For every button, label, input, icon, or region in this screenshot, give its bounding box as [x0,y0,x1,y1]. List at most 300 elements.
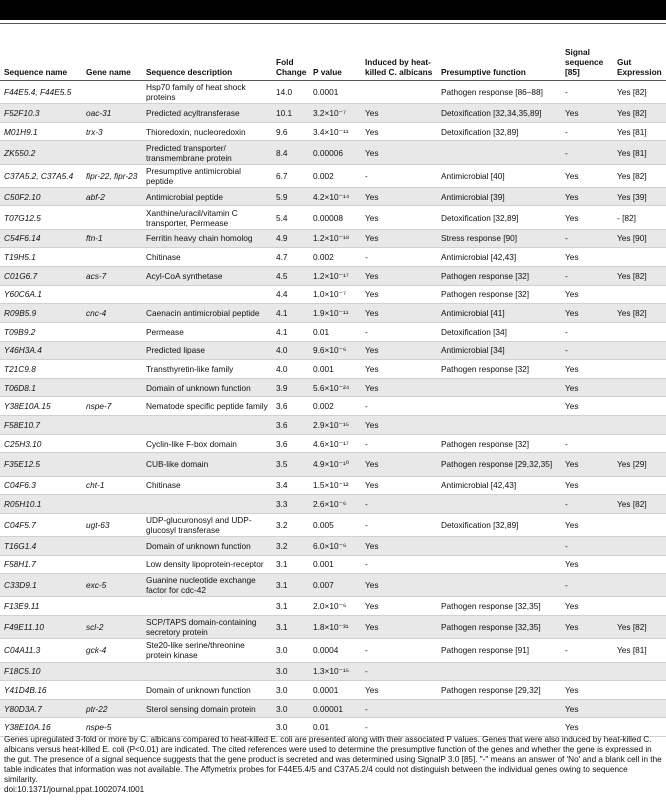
cell-p-value: 4.6×10⁻¹⁷ [309,434,361,453]
table-row [0,104,666,123]
cell-gut-expression [613,681,666,700]
cell-presumptive-function: Pathogen response [29,32] [437,681,561,700]
cell-heat-killed: - [361,322,437,341]
cell-sequence-description: Presumptive antimicrobial peptide [142,164,272,187]
cell-gene-name [82,416,142,435]
cell-presumptive-function: Antimicrobial [42,43] [437,476,561,495]
cell-presumptive-function: Pathogen response [32] [437,360,561,379]
cell-sequence-description: Hsp70 family of heat shock proteins [142,81,272,104]
cell-fold-change: 3.5 [272,453,309,476]
cell-fold-change: 4.7 [272,248,309,267]
cell-sequence-name: C04F5.7 [0,513,82,536]
cell-p-value: 0.001 [309,360,361,379]
cell-p-value: 0.007 [309,574,361,597]
cell-heat-killed: Yes [361,378,437,397]
cell-sequence-description [142,718,272,737]
cell-gene-name: gck-4 [82,639,142,662]
cell-fold-change: 3.6 [272,434,309,453]
cell-sequence-description: Low density lipoprotein-receptor [142,555,272,574]
caption-doi: doi:10.1371/journal.ppat.1002074.t001 [4,785,145,794]
cell-gut-expression [613,341,666,360]
cell-signal-sequence: - [561,434,613,453]
cell-fold-change: 3.2 [272,537,309,556]
cell-sequence-description [142,597,272,616]
cell-sequence-name: F44E5.4, F44E5.5 [0,81,82,104]
cell-heat-killed: Yes [361,206,437,229]
table-caption [4,735,662,795]
cell-sequence-description [142,495,272,514]
table-row [0,164,666,187]
cell-presumptive-function: Detoxification [32,34,35,89] [437,104,561,123]
cell-signal-sequence: Yes [561,248,613,267]
cell-gene-name [82,206,142,229]
header-sequence-description: Sequence description [142,24,272,81]
cell-gene-name: ptr-22 [82,699,142,718]
table-row [0,597,666,616]
cell-fold-change: 4.0 [272,341,309,360]
cell-gut-expression: Yes [82] [613,266,666,285]
table-row [0,453,666,476]
cell-presumptive-function: Antimicrobial [40] [437,164,561,187]
cell-gut-expression [613,574,666,597]
cell-sequence-name: F52F10.3 [0,104,82,123]
cell-sequence-name: C01G6.7 [0,266,82,285]
cell-sequence-name: T06D8.1 [0,378,82,397]
cell-sequence-name: M01H9.1 [0,122,82,141]
cell-presumptive-function [437,699,561,718]
cell-fold-change: 3.0 [272,681,309,700]
table-row [0,341,666,360]
cell-fold-change: 3.1 [272,597,309,616]
cell-heat-killed: - [361,662,437,681]
header-row [0,24,666,81]
cell-signal-sequence: Yes [561,453,613,476]
cell-sequence-name: C37A5.2, C37A5.4 [0,164,82,187]
caption-text: Genes upregulated 3-fold or more by C. albicans compared to heat-killed E. coli are presented along with their associated P values. Genes that were also induced by heat-killed C. albicans versus heat-killed E. coli (P<0.01) are indicated. The cited references were used to determine the presumptive function of the genes and whether the gene is expressed in the gut. The presence of a signal sequence suggests that the gene product is secreted and was determined using SignalP 3.0 [85]. "-" means an answer of 'No' and a blank cell in the table indicates that information was not available. The Affymetrix probes for F44E5.4/5 and C37A5.2/4 could not distinguish between the individual genes owing to sequence similarity. [4,735,662,784]
table-row [0,639,666,662]
cell-gene-name: ftn-1 [82,229,142,248]
cell-sequence-name: R09B5.9 [0,304,82,323]
cell-signal-sequence [561,416,613,435]
cell-presumptive-function [437,141,561,164]
table-row [0,699,666,718]
cell-fold-change: 4.1 [272,322,309,341]
cell-sequence-description: Transthyretin-like family [142,360,272,379]
cell-signal-sequence: Yes [561,304,613,323]
table-row [0,304,666,323]
cell-heat-killed: - [361,513,437,536]
cell-fold-change: 3.3 [272,495,309,514]
cell-fold-change: 4.0 [272,360,309,379]
cell-signal-sequence: Yes [561,681,613,700]
cell-p-value: 9.6×10⁻⁶ [309,341,361,360]
cell-gut-expression [613,699,666,718]
table-row [0,206,666,229]
table-row [0,360,666,379]
cell-gene-name [82,81,142,104]
table-row [0,476,666,495]
cell-heat-killed: Yes [361,537,437,556]
cell-gut-expression [613,397,666,416]
header-gene-name: Gene name [82,24,142,81]
cell-signal-sequence: Yes [561,718,613,737]
table-row [0,187,666,206]
cell-gut-expression: Yes [81] [613,141,666,164]
cell-heat-killed: Yes [361,416,437,435]
cell-presumptive-function: Stress response [90] [437,229,561,248]
cell-gut-expression: Yes [29] [613,453,666,476]
cell-p-value: 2.6×10⁻⁶ [309,495,361,514]
cell-gut-expression [613,555,666,574]
cell-p-value: 0.00001 [309,699,361,718]
cell-presumptive-function [437,495,561,514]
cell-signal-sequence: - [561,229,613,248]
cell-fold-change: 4.1 [272,304,309,323]
cell-heat-killed: Yes [361,476,437,495]
cell-gene-name: acs-7 [82,266,142,285]
cell-gut-expression [613,537,666,556]
cell-p-value: 1.8×10⁻³¹ [309,616,361,639]
cell-sequence-description: Nematode specific peptide family [142,397,272,416]
cell-gene-name: trx-3 [82,122,142,141]
cell-sequence-description: Predicted lipase [142,341,272,360]
cell-signal-sequence: - [561,495,613,514]
cell-heat-killed: - [361,699,437,718]
table-row [0,434,666,453]
cell-p-value: 6.0×10⁻⁶ [309,537,361,556]
cell-signal-sequence: Yes [561,187,613,206]
cell-sequence-description: Ste20-like serine/threonine protein kinase [142,639,272,662]
cell-fold-change: 4.4 [272,285,309,304]
cell-sequence-description: CUB-like domain [142,453,272,476]
cell-gut-expression [613,322,666,341]
cell-sequence-name: T19H5.1 [0,248,82,267]
cell-presumptive-function [437,537,561,556]
cell-p-value: 1.2×10⁻¹⁷ [309,266,361,285]
cell-heat-killed: - [361,164,437,187]
cell-sequence-name: C04F6.3 [0,476,82,495]
cell-presumptive-function: Antimicrobial [42,43] [437,248,561,267]
cell-signal-sequence: Yes [561,360,613,379]
cell-gene-name: fipr-22, fipr-23 [82,164,142,187]
cell-heat-killed: Yes [361,141,437,164]
cell-gut-expression [613,416,666,435]
cell-fold-change: 3.1 [272,574,309,597]
cell-p-value: 0.0004 [309,639,361,662]
cell-fold-change: 3.2 [272,513,309,536]
cell-fold-change: 8.4 [272,141,309,164]
cell-gene-name: abf-2 [82,187,142,206]
cell-signal-sequence: - [561,639,613,662]
cell-fold-change: 5.4 [272,206,309,229]
cell-sequence-description: Chitinase [142,476,272,495]
cell-signal-sequence: Yes [561,616,613,639]
cell-gene-name: nspe-5 [82,718,142,737]
cell-signal-sequence: Yes [561,597,613,616]
table-row [0,718,666,737]
cell-presumptive-function: Pathogen response [91] [437,639,561,662]
cell-signal-sequence: - [561,122,613,141]
cell-gene-name [82,434,142,453]
cell-sequence-name: C50F2.10 [0,187,82,206]
cell-presumptive-function: Detoxification [34] [437,322,561,341]
cell-presumptive-function [437,555,561,574]
cell-gut-expression: Yes [82] [613,616,666,639]
table-row [0,574,666,597]
cell-p-value: 0.001 [309,555,361,574]
cell-p-value: 2.9×10⁻¹⁵ [309,416,361,435]
table-row [0,285,666,304]
cell-p-value: 0.002 [309,164,361,187]
cell-signal-sequence: Yes [561,378,613,397]
cell-fold-change: 10.1 [272,104,309,123]
cell-fold-change: 3.0 [272,699,309,718]
cell-gut-expression: Yes [82] [613,81,666,104]
cell-gene-name: cht-1 [82,476,142,495]
cell-p-value: 1.9×10⁻¹¹ [309,304,361,323]
cell-sequence-name: T09B9.2 [0,322,82,341]
cell-gut-expression [613,662,666,681]
table-row [0,662,666,681]
cell-presumptive-function: Pathogen response [32] [437,285,561,304]
cell-fold-change: 3.9 [272,378,309,397]
cell-fold-change: 4.9 [272,229,309,248]
cell-gut-expression: Yes [90] [613,229,666,248]
table-row [0,81,666,104]
cell-presumptive-function [437,574,561,597]
cell-presumptive-function [437,378,561,397]
cell-heat-killed: - [361,639,437,662]
cell-heat-killed: Yes [361,266,437,285]
cell-signal-sequence: Yes [561,164,613,187]
cell-sequence-description: Acyl-CoA synthetase [142,266,272,285]
cell-gene-name: scl-2 [82,616,142,639]
cell-gene-name: exc-5 [82,574,142,597]
cell-signal-sequence: - [561,141,613,164]
cell-heat-killed: Yes [361,229,437,248]
cell-p-value: 0.01 [309,718,361,737]
cell-presumptive-function: Detoxification [32,89] [437,206,561,229]
cell-signal-sequence: - [561,81,613,104]
cell-gut-expression [613,378,666,397]
cell-presumptive-function: Pathogen response [32] [437,434,561,453]
cell-presumptive-function: Pathogen response [29,32,35] [437,453,561,476]
cell-sequence-name: F18C5.10 [0,662,82,681]
cell-p-value: 0.002 [309,248,361,267]
cell-sequence-description: UDP-glucuronosyl and UDP-glucosyl transferase [142,513,272,536]
table-row [0,555,666,574]
cell-sequence-description: Caenacin antimicrobial peptide [142,304,272,323]
table-row [0,537,666,556]
header-sequence-name: Sequence name [0,24,82,81]
cell-fold-change: 14.0 [272,81,309,104]
cell-gene-name [82,322,142,341]
cell-gene-name: oac-31 [82,104,142,123]
cell-gene-name [82,662,142,681]
cell-sequence-name: T21C9.8 [0,360,82,379]
cell-signal-sequence: Yes [561,555,613,574]
cell-gene-name [82,555,142,574]
cell-sequence-description: Domain of unknown function [142,681,272,700]
cell-gut-expression [613,718,666,737]
cell-sequence-description: Permease [142,322,272,341]
cell-gene-name [82,453,142,476]
cell-heat-killed: - [361,248,437,267]
cell-gene-name: nspe-7 [82,397,142,416]
gene-table [0,23,666,737]
cell-signal-sequence: - [561,322,613,341]
cell-sequence-name: C33D9.1 [0,574,82,597]
table-body [0,81,666,737]
cell-heat-killed: - [361,718,437,737]
cell-signal-sequence: Yes [561,476,613,495]
table-row [0,513,666,536]
cell-sequence-name: R05H10.1 [0,495,82,514]
cell-sequence-description: Sterol sensing domain protein [142,699,272,718]
cell-fold-change: 3.0 [272,639,309,662]
cell-fold-change: 3.6 [272,397,309,416]
cell-presumptive-function: Antimicrobial [41] [437,304,561,323]
cell-gene-name: cnc-4 [82,304,142,323]
cell-gene-name: ugt-63 [82,513,142,536]
cell-gut-expression [613,360,666,379]
cell-gene-name [82,248,142,267]
cell-heat-killed: Yes [361,616,437,639]
cell-gut-expression: Yes [81] [613,122,666,141]
cell-gene-name [82,285,142,304]
cell-heat-killed [361,81,437,104]
table-row [0,229,666,248]
cell-presumptive-function [437,416,561,435]
header-gut-expression: Gut Expression [613,24,666,81]
cell-heat-killed: Yes [361,681,437,700]
cell-heat-killed: Yes [361,574,437,597]
cell-signal-sequence: Yes [561,285,613,304]
cell-heat-killed: - [361,555,437,574]
cell-gut-expression [613,513,666,536]
cell-p-value: 1.3×10⁻¹⁵ [309,662,361,681]
cell-sequence-description: Predicted transporter/ transmembrane protein [142,141,272,164]
cell-sequence-description: Domain of unknown function [142,537,272,556]
cell-presumptive-function [437,662,561,681]
cell-sequence-description: Predicted acyltransferase [142,104,272,123]
table-row [0,141,666,164]
cell-gut-expression: Yes [39] [613,187,666,206]
table-row [0,378,666,397]
cell-p-value: 0.00008 [309,206,361,229]
cell-p-value: 0.01 [309,322,361,341]
cell-p-value: 0.002 [309,397,361,416]
cell-gut-expression: Yes [82] [613,164,666,187]
cell-sequence-name: Y41D4B.16 [0,681,82,700]
cell-sequence-name: ZK550.2 [0,141,82,164]
cell-fold-change: 6.7 [272,164,309,187]
table-row [0,397,666,416]
cell-p-value: 0.0001 [309,681,361,700]
cell-heat-killed: Yes [361,187,437,206]
cell-presumptive-function: Pathogen response [32] [437,266,561,285]
cell-fold-change: 3.0 [272,718,309,737]
cell-presumptive-function: Detoxification [32,89] [437,122,561,141]
cell-gene-name [82,141,142,164]
cell-heat-killed: Yes [361,360,437,379]
cell-sequence-name: F49E11.10 [0,616,82,639]
cell-sequence-description: SCP/TAPS domain-containing secretory protein [142,616,272,639]
cell-fold-change: 3.6 [272,416,309,435]
cell-presumptive-function: Pathogen response [86–88] [437,81,561,104]
cell-p-value: 3.4×10⁻¹¹ [309,122,361,141]
cell-fold-change: 5.9 [272,187,309,206]
cell-signal-sequence: - [561,537,613,556]
cell-sequence-description: Chitinase [142,248,272,267]
cell-sequence-name: Y80D3A.7 [0,699,82,718]
cell-signal-sequence: Yes [561,206,613,229]
cell-sequence-description: Antimicrobial peptide [142,187,272,206]
cell-sequence-name: Y46H3A.4 [0,341,82,360]
table-row [0,266,666,285]
top-banner [0,0,666,20]
header-presumptive-function: Presumptive function [437,24,561,81]
cell-sequence-description [142,285,272,304]
cell-sequence-description: Cyclin-like F-box domain [142,434,272,453]
cell-p-value: 0.005 [309,513,361,536]
cell-heat-killed: - [361,397,437,416]
cell-heat-killed: Yes [361,104,437,123]
cell-sequence-name: T07G12.5 [0,206,82,229]
cell-p-value: 4.9×10⁻¹⁰ [309,453,361,476]
cell-signal-sequence [561,662,613,681]
cell-fold-change: 3.1 [272,555,309,574]
cell-fold-change: 3.4 [272,476,309,495]
cell-presumptive-function [437,718,561,737]
cell-p-value: 2.0×10⁻⁶ [309,597,361,616]
cell-sequence-description: Guanine nucleotide exchange factor for cdc-42 [142,574,272,597]
cell-gut-expression [613,476,666,495]
table-row [0,248,666,267]
cell-fold-change: 9.6 [272,122,309,141]
cell-signal-sequence: Yes [561,104,613,123]
cell-gut-expression: Yes [81] [613,639,666,662]
cell-presumptive-function [437,397,561,416]
cell-sequence-name: F58H1.7 [0,555,82,574]
cell-fold-change: 3.1 [272,616,309,639]
header-fold-change: Fold Change [272,24,309,81]
cell-p-value: 1.5×10⁻¹² [309,476,361,495]
cell-presumptive-function: Antimicrobial [34] [437,341,561,360]
cell-p-value: 0.00006 [309,141,361,164]
cell-signal-sequence: Yes [561,397,613,416]
cell-p-value: 3.2×10⁻⁷ [309,104,361,123]
cell-gut-expression [613,248,666,267]
cell-sequence-description: Thioredoxin, nucleoredoxin [142,122,272,141]
cell-gene-name [82,341,142,360]
cell-p-value: 1.0×10⁻⁷ [309,285,361,304]
table-row [0,122,666,141]
cell-heat-killed: Yes [361,122,437,141]
cell-signal-sequence: Yes [561,699,613,718]
cell-signal-sequence: Yes [561,513,613,536]
cell-gene-name [82,360,142,379]
cell-sequence-name: Y60C6A.1 [0,285,82,304]
cell-heat-killed: Yes [361,597,437,616]
cell-p-value: 4.2×10⁻¹⁴ [309,187,361,206]
cell-gut-expression [613,285,666,304]
cell-fold-change: 4.5 [272,266,309,285]
cell-gut-expression [613,597,666,616]
cell-signal-sequence: - [561,266,613,285]
cell-heat-killed: - [361,495,437,514]
cell-gene-name [82,378,142,397]
